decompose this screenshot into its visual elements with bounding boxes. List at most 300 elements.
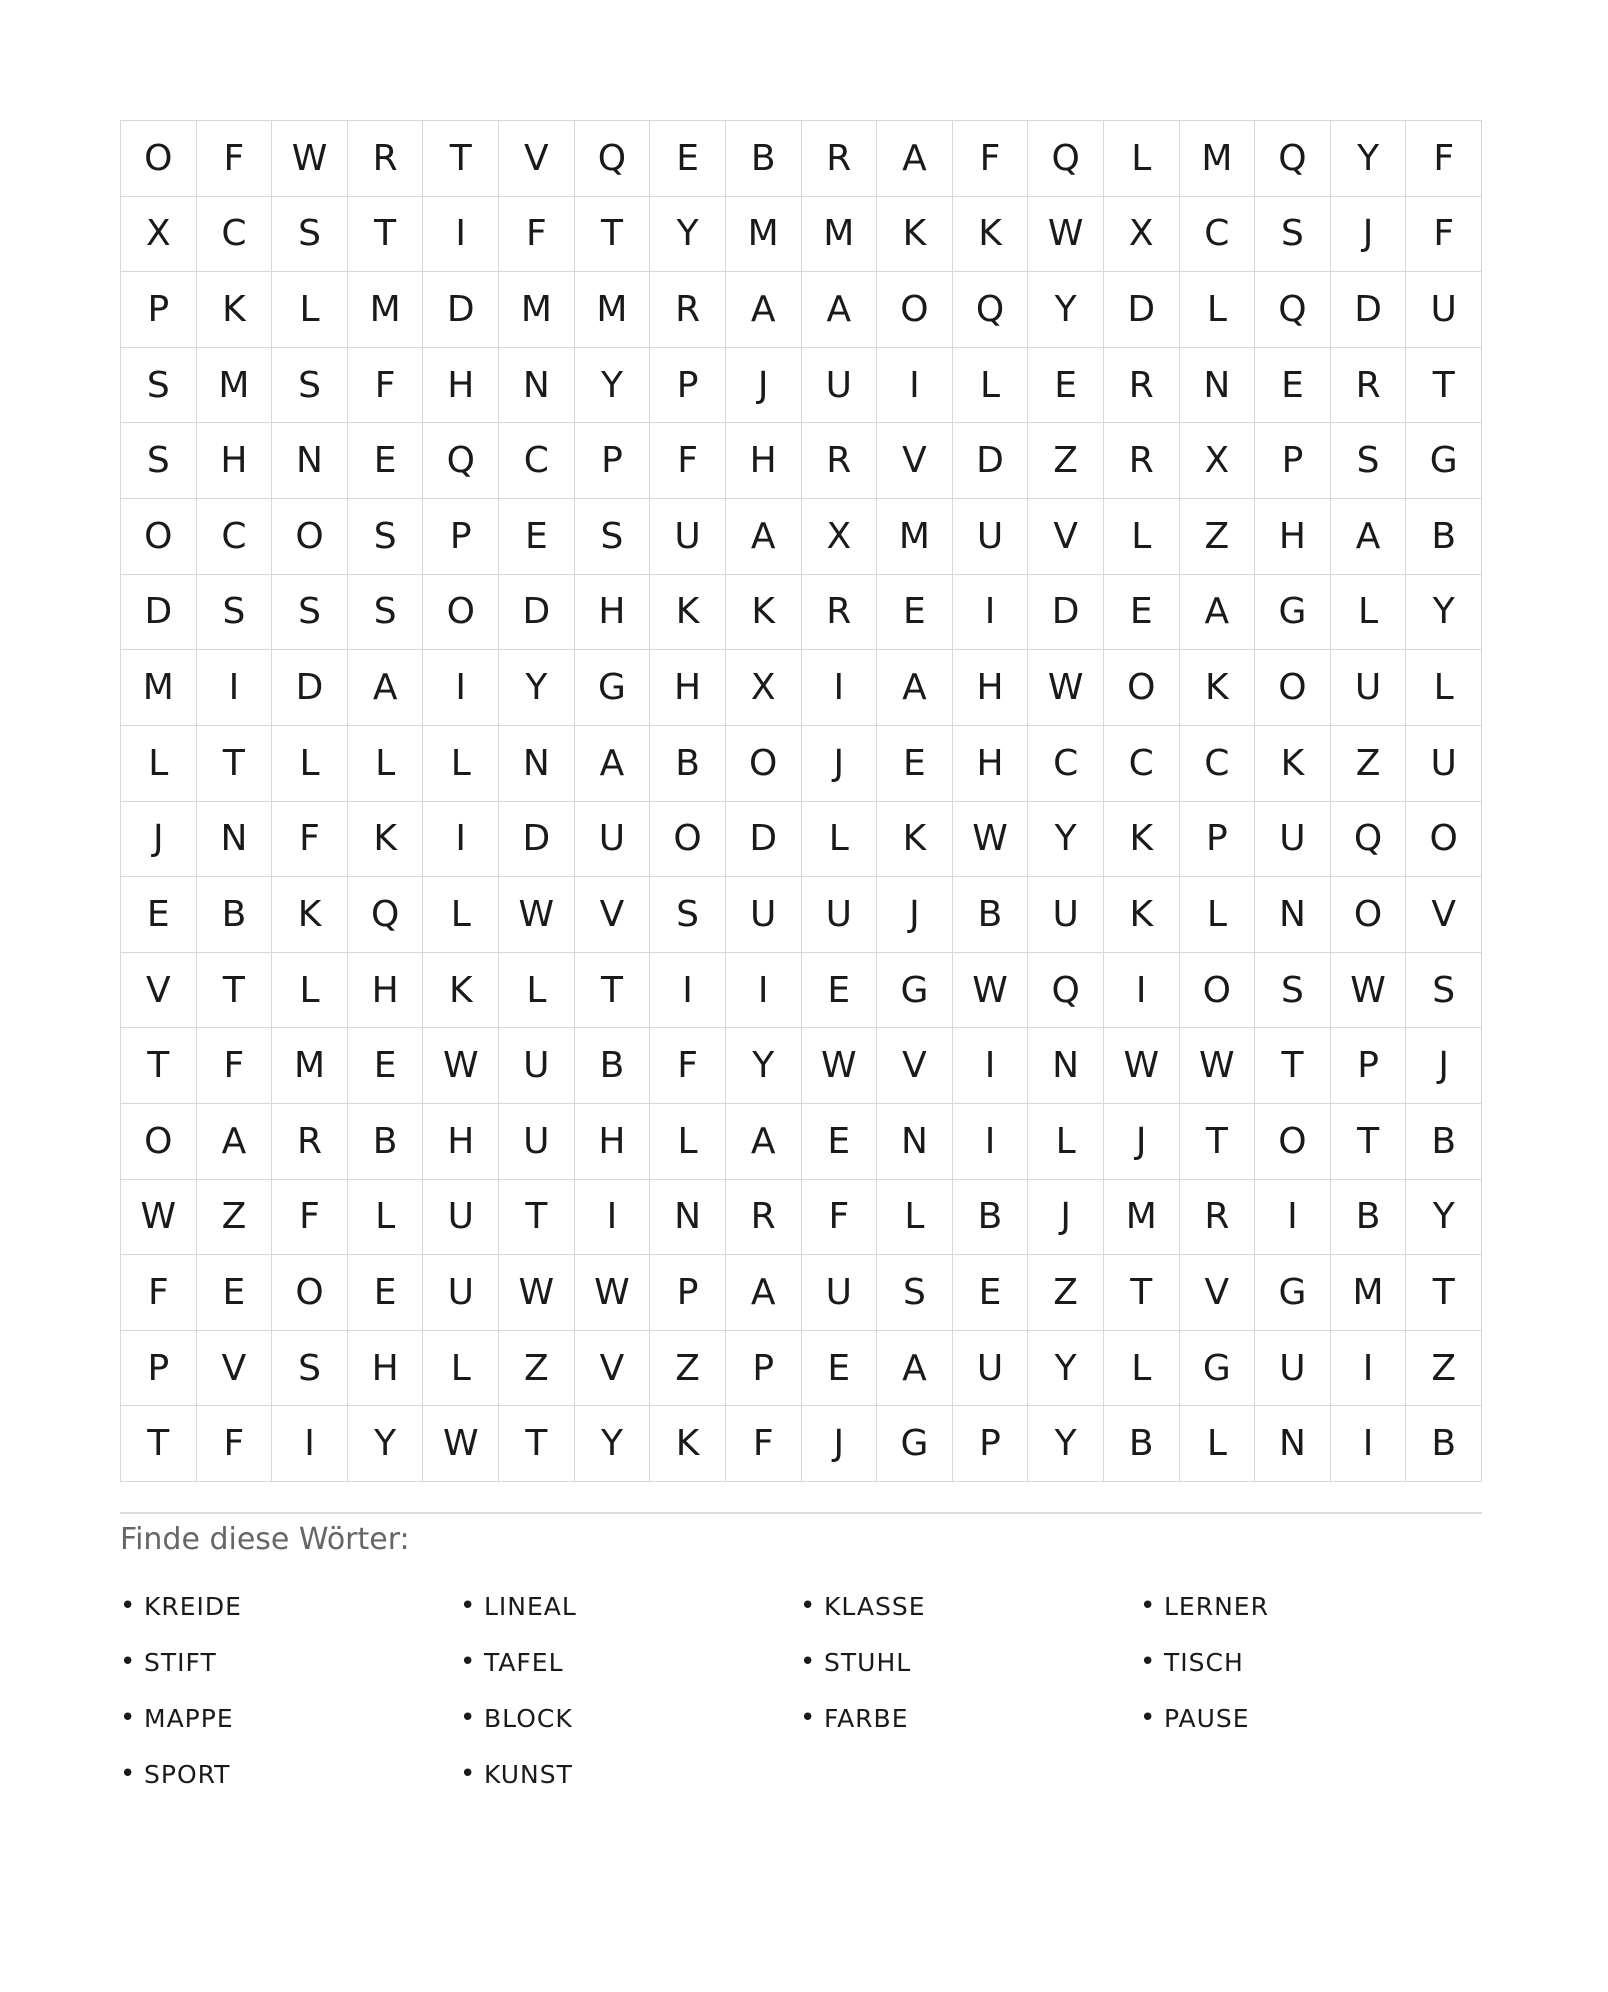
grid-cell[interactable]: T <box>575 197 651 273</box>
grid-cell[interactable]: E <box>348 1255 424 1331</box>
grid-cell[interactable]: M <box>1331 1255 1407 1331</box>
grid-cell[interactable]: K <box>877 197 953 273</box>
grid-cell[interactable]: O <box>1104 650 1180 726</box>
grid-cell[interactable]: B <box>1406 1104 1482 1180</box>
grid-cell[interactable]: E <box>121 877 197 953</box>
grid-cell[interactable]: C <box>499 423 575 499</box>
grid-cell[interactable]: U <box>423 1180 499 1256</box>
grid-cell[interactable]: C <box>1104 726 1180 802</box>
grid-cell[interactable]: E <box>499 499 575 575</box>
grid-cell[interactable]: I <box>1255 1180 1331 1256</box>
grid-cell[interactable]: U <box>802 1255 878 1331</box>
grid-cell[interactable]: M <box>575 272 651 348</box>
grid-cell[interactable]: O <box>726 726 802 802</box>
grid-cell[interactable]: V <box>877 1028 953 1104</box>
grid-cell[interactable]: A <box>726 272 802 348</box>
grid-cell[interactable]: M <box>802 197 878 273</box>
grid-cell[interactable]: P <box>1331 1028 1407 1104</box>
grid-cell[interactable]: C <box>1180 726 1256 802</box>
grid-cell[interactable]: E <box>877 726 953 802</box>
grid-cell[interactable]: S <box>1331 423 1407 499</box>
grid-cell[interactable]: T <box>499 1180 575 1256</box>
grid-cell[interactable]: L <box>650 1104 726 1180</box>
grid-cell[interactable]: Y <box>1028 1331 1104 1407</box>
grid-cell[interactable]: B <box>953 877 1029 953</box>
grid-cell[interactable]: X <box>1180 423 1256 499</box>
grid-cell[interactable]: B <box>650 726 726 802</box>
grid-cell[interactable]: M <box>1180 121 1256 197</box>
grid-cell[interactable]: V <box>499 121 575 197</box>
grid-cell[interactable]: N <box>499 726 575 802</box>
grid-cell[interactable]: V <box>1028 499 1104 575</box>
grid-cell[interactable]: F <box>1406 121 1482 197</box>
grid-cell[interactable]: G <box>877 1406 953 1482</box>
grid-cell[interactable]: L <box>348 726 424 802</box>
grid-cell[interactable]: V <box>1180 1255 1256 1331</box>
grid-cell[interactable]: Q <box>953 272 1029 348</box>
grid-cell[interactable]: O <box>121 1104 197 1180</box>
grid-cell[interactable]: I <box>423 802 499 878</box>
grid-cell[interactable]: Z <box>499 1331 575 1407</box>
grid-cell[interactable]: K <box>1180 650 1256 726</box>
grid-cell[interactable]: L <box>1180 272 1256 348</box>
grid-cell[interactable]: T <box>1406 348 1482 424</box>
grid-cell[interactable]: R <box>1104 348 1180 424</box>
grid-cell[interactable]: B <box>1331 1180 1407 1256</box>
grid-cell[interactable]: U <box>726 877 802 953</box>
grid-cell[interactable]: V <box>197 1331 273 1407</box>
grid-cell[interactable]: L <box>802 802 878 878</box>
grid-cell[interactable]: H <box>726 423 802 499</box>
grid-cell[interactable]: Q <box>348 877 424 953</box>
grid-cell[interactable]: F <box>650 1028 726 1104</box>
grid-cell[interactable]: V <box>575 877 651 953</box>
grid-cell[interactable]: A <box>726 1104 802 1180</box>
grid-cell[interactable]: A <box>197 1104 273 1180</box>
grid-cell[interactable]: L <box>1104 121 1180 197</box>
grid-cell[interactable]: S <box>650 877 726 953</box>
grid-cell[interactable]: M <box>499 272 575 348</box>
grid-cell[interactable]: R <box>272 1104 348 1180</box>
grid-cell[interactable]: B <box>1406 499 1482 575</box>
grid-cell[interactable]: F <box>726 1406 802 1482</box>
grid-cell[interactable]: K <box>348 802 424 878</box>
grid-cell[interactable]: Y <box>575 348 651 424</box>
grid-cell[interactable]: F <box>197 121 273 197</box>
grid-cell[interactable]: L <box>1406 650 1482 726</box>
grid-cell[interactable]: L <box>1104 499 1180 575</box>
grid-cell[interactable]: U <box>650 499 726 575</box>
grid-cell[interactable]: S <box>272 197 348 273</box>
grid-cell[interactable]: T <box>1104 1255 1180 1331</box>
grid-cell[interactable]: O <box>272 1255 348 1331</box>
grid-cell[interactable]: L <box>348 1180 424 1256</box>
grid-cell[interactable]: B <box>197 877 273 953</box>
grid-cell[interactable]: K <box>1104 802 1180 878</box>
grid-cell[interactable]: J <box>1406 1028 1482 1104</box>
grid-cell[interactable]: Y <box>348 1406 424 1482</box>
grid-cell[interactable]: P <box>726 1331 802 1407</box>
grid-cell[interactable]: X <box>726 650 802 726</box>
grid-cell[interactable]: H <box>197 423 273 499</box>
grid-cell[interactable]: P <box>650 1255 726 1331</box>
grid-cell[interactable]: S <box>121 348 197 424</box>
grid-cell[interactable]: J <box>1104 1104 1180 1180</box>
grid-cell[interactable]: H <box>1255 499 1331 575</box>
grid-cell[interactable]: T <box>121 1406 197 1482</box>
grid-cell[interactable]: I <box>423 197 499 273</box>
grid-cell[interactable]: W <box>802 1028 878 1104</box>
grid-cell[interactable]: P <box>953 1406 1029 1482</box>
grid-cell[interactable]: Y <box>575 1406 651 1482</box>
grid-cell[interactable]: F <box>348 348 424 424</box>
grid-cell[interactable]: W <box>121 1180 197 1256</box>
grid-cell[interactable]: I <box>877 348 953 424</box>
grid-cell[interactable]: U <box>1255 1331 1331 1407</box>
grid-cell[interactable]: R <box>726 1180 802 1256</box>
grid-cell[interactable]: N <box>499 348 575 424</box>
grid-cell[interactable]: L <box>121 726 197 802</box>
grid-cell[interactable]: T <box>1331 1104 1407 1180</box>
grid-cell[interactable]: O <box>272 499 348 575</box>
grid-cell[interactable]: T <box>423 121 499 197</box>
grid-cell[interactable]: X <box>1104 197 1180 273</box>
grid-cell[interactable]: W <box>499 1255 575 1331</box>
grid-cell[interactable]: W <box>1028 197 1104 273</box>
grid-cell[interactable]: T <box>197 953 273 1029</box>
grid-cell[interactable]: U <box>575 802 651 878</box>
grid-cell[interactable]: R <box>348 121 424 197</box>
grid-cell[interactable]: S <box>348 499 424 575</box>
grid-cell[interactable]: Y <box>650 197 726 273</box>
grid-cell[interactable]: Y <box>1028 1406 1104 1482</box>
grid-cell[interactable]: Q <box>1331 802 1407 878</box>
grid-cell[interactable]: E <box>348 423 424 499</box>
grid-cell[interactable]: E <box>877 575 953 651</box>
grid-cell[interactable]: S <box>575 499 651 575</box>
grid-cell[interactable]: O <box>423 575 499 651</box>
grid-cell[interactable]: F <box>197 1028 273 1104</box>
grid-cell[interactable]: F <box>272 1180 348 1256</box>
grid-cell[interactable]: F <box>197 1406 273 1482</box>
grid-cell[interactable]: B <box>1104 1406 1180 1482</box>
grid-cell[interactable]: L <box>953 348 1029 424</box>
grid-cell[interactable]: A <box>348 650 424 726</box>
grid-cell[interactable]: I <box>1331 1406 1407 1482</box>
grid-cell[interactable]: V <box>877 423 953 499</box>
grid-cell[interactable]: F <box>953 121 1029 197</box>
grid-cell[interactable]: I <box>953 1028 1029 1104</box>
grid-cell[interactable]: W <box>953 953 1029 1029</box>
grid-cell[interactable]: U <box>1028 877 1104 953</box>
grid-cell[interactable]: U <box>1331 650 1407 726</box>
grid-cell[interactable]: Z <box>1028 423 1104 499</box>
grid-cell[interactable]: H <box>650 650 726 726</box>
grid-cell[interactable]: H <box>575 575 651 651</box>
grid-cell[interactable]: S <box>272 1331 348 1407</box>
grid-cell[interactable]: U <box>1406 272 1482 348</box>
grid-cell[interactable]: K <box>1104 877 1180 953</box>
grid-cell[interactable]: U <box>802 348 878 424</box>
grid-cell[interactable]: J <box>121 802 197 878</box>
grid-cell[interactable]: J <box>802 726 878 802</box>
grid-cell[interactable]: G <box>1180 1331 1256 1407</box>
grid-cell[interactable]: D <box>499 802 575 878</box>
grid-cell[interactable]: W <box>1104 1028 1180 1104</box>
grid-cell[interactable]: C <box>197 197 273 273</box>
grid-cell[interactable]: A <box>1180 575 1256 651</box>
grid-cell[interactable]: F <box>802 1180 878 1256</box>
grid-cell[interactable]: E <box>650 121 726 197</box>
grid-cell[interactable]: E <box>348 1028 424 1104</box>
grid-cell[interactable]: I <box>1104 953 1180 1029</box>
grid-cell[interactable]: G <box>877 953 953 1029</box>
grid-cell[interactable]: X <box>802 499 878 575</box>
grid-cell[interactable]: L <box>1028 1104 1104 1180</box>
grid-cell[interactable]: I <box>802 650 878 726</box>
grid-cell[interactable]: Q <box>1028 121 1104 197</box>
grid-cell[interactable]: S <box>121 423 197 499</box>
grid-cell[interactable]: H <box>348 1331 424 1407</box>
grid-cell[interactable]: T <box>1406 1255 1482 1331</box>
grid-cell[interactable]: I <box>575 1180 651 1256</box>
grid-cell[interactable]: K <box>726 575 802 651</box>
grid-cell[interactable]: M <box>197 348 273 424</box>
grid-cell[interactable]: J <box>726 348 802 424</box>
grid-cell[interactable]: A <box>877 121 953 197</box>
grid-cell[interactable]: P <box>423 499 499 575</box>
grid-cell[interactable]: L <box>1180 1406 1256 1482</box>
grid-cell[interactable]: K <box>197 272 273 348</box>
grid-cell[interactable]: Z <box>650 1331 726 1407</box>
grid-cell[interactable]: A <box>802 272 878 348</box>
grid-cell[interactable]: E <box>197 1255 273 1331</box>
grid-cell[interactable]: D <box>423 272 499 348</box>
grid-cell[interactable]: K <box>423 953 499 1029</box>
grid-cell[interactable]: H <box>953 650 1029 726</box>
grid-cell[interactable]: M <box>121 650 197 726</box>
grid-cell[interactable]: U <box>499 1028 575 1104</box>
grid-cell[interactable]: G <box>575 650 651 726</box>
grid-cell[interactable]: P <box>1180 802 1256 878</box>
grid-cell[interactable]: F <box>121 1255 197 1331</box>
grid-cell[interactable]: Q <box>1255 121 1331 197</box>
grid-cell[interactable]: V <box>121 953 197 1029</box>
grid-cell[interactable]: L <box>1331 575 1407 651</box>
grid-cell[interactable]: A <box>877 1331 953 1407</box>
grid-cell[interactable]: W <box>1331 953 1407 1029</box>
grid-cell[interactable]: S <box>348 575 424 651</box>
grid-cell[interactable]: R <box>1331 348 1407 424</box>
grid-cell[interactable]: Q <box>1255 272 1331 348</box>
grid-cell[interactable]: H <box>423 348 499 424</box>
grid-cell[interactable]: U <box>953 1331 1029 1407</box>
grid-cell[interactable]: R <box>1180 1180 1256 1256</box>
grid-cell[interactable]: N <box>1255 877 1331 953</box>
grid-cell[interactable]: R <box>802 575 878 651</box>
grid-cell[interactable]: I <box>953 1104 1029 1180</box>
grid-cell[interactable]: U <box>1255 802 1331 878</box>
grid-cell[interactable]: T <box>575 953 651 1029</box>
grid-cell[interactable]: G <box>1406 423 1482 499</box>
grid-cell[interactable]: K <box>953 197 1029 273</box>
grid-cell[interactable]: D <box>726 802 802 878</box>
grid-cell[interactable]: B <box>348 1104 424 1180</box>
grid-cell[interactable]: X <box>121 197 197 273</box>
grid-cell[interactable]: C <box>197 499 273 575</box>
grid-cell[interactable]: D <box>1331 272 1407 348</box>
grid-cell[interactable]: U <box>1406 726 1482 802</box>
grid-cell[interactable]: W <box>272 121 348 197</box>
grid-cell[interactable]: E <box>953 1255 1029 1331</box>
grid-cell[interactable]: S <box>1406 953 1482 1029</box>
grid-cell[interactable]: E <box>802 1331 878 1407</box>
grid-cell[interactable]: N <box>1180 348 1256 424</box>
grid-cell[interactable]: M <box>348 272 424 348</box>
grid-cell[interactable]: E <box>1104 575 1180 651</box>
grid-cell[interactable]: W <box>423 1028 499 1104</box>
grid-cell[interactable]: E <box>802 953 878 1029</box>
grid-cell[interactable]: L <box>272 953 348 1029</box>
grid-cell[interactable]: Z <box>1406 1331 1482 1407</box>
grid-cell[interactable]: S <box>197 575 273 651</box>
grid-cell[interactable]: H <box>348 953 424 1029</box>
grid-cell[interactable]: K <box>650 1406 726 1482</box>
grid-cell[interactable]: W <box>1180 1028 1256 1104</box>
grid-cell[interactable]: G <box>1255 1255 1331 1331</box>
grid-cell[interactable]: T <box>348 197 424 273</box>
grid-cell[interactable]: A <box>1331 499 1407 575</box>
grid-cell[interactable]: Y <box>1406 1180 1482 1256</box>
grid-cell[interactable]: B <box>575 1028 651 1104</box>
grid-cell[interactable]: P <box>121 272 197 348</box>
grid-cell[interactable]: N <box>197 802 273 878</box>
grid-cell[interactable]: O <box>650 802 726 878</box>
grid-cell[interactable]: Y <box>1028 272 1104 348</box>
grid-cell[interactable]: O <box>1255 1104 1331 1180</box>
grid-cell[interactable]: W <box>575 1255 651 1331</box>
grid-cell[interactable]: I <box>1331 1331 1407 1407</box>
grid-cell[interactable]: T <box>197 726 273 802</box>
grid-cell[interactable]: Z <box>1180 499 1256 575</box>
grid-cell[interactable]: L <box>1180 877 1256 953</box>
grid-cell[interactable]: D <box>121 575 197 651</box>
grid-cell[interactable]: L <box>423 726 499 802</box>
grid-cell[interactable]: I <box>953 575 1029 651</box>
grid-cell[interactable]: Q <box>1028 953 1104 1029</box>
grid-cell[interactable]: G <box>1255 575 1331 651</box>
grid-cell[interactable]: D <box>1104 272 1180 348</box>
grid-cell[interactable]: L <box>272 726 348 802</box>
grid-cell[interactable]: U <box>802 877 878 953</box>
grid-cell[interactable]: B <box>726 121 802 197</box>
grid-cell[interactable]: U <box>499 1104 575 1180</box>
grid-cell[interactable]: M <box>272 1028 348 1104</box>
grid-cell[interactable]: O <box>121 499 197 575</box>
grid-cell[interactable]: R <box>802 121 878 197</box>
grid-cell[interactable]: S <box>877 1255 953 1331</box>
grid-cell[interactable]: C <box>1028 726 1104 802</box>
grid-cell[interactable]: Y <box>499 650 575 726</box>
grid-cell[interactable]: U <box>423 1255 499 1331</box>
grid-cell[interactable]: D <box>1028 575 1104 651</box>
grid-cell[interactable]: I <box>423 650 499 726</box>
grid-cell[interactable]: N <box>877 1104 953 1180</box>
grid-cell[interactable]: W <box>499 877 575 953</box>
grid-cell[interactable]: Q <box>423 423 499 499</box>
grid-cell[interactable]: W <box>423 1406 499 1482</box>
grid-cell[interactable]: K <box>272 877 348 953</box>
grid-cell[interactable]: F <box>272 802 348 878</box>
grid-cell[interactable]: I <box>272 1406 348 1482</box>
grid-cell[interactable]: R <box>802 423 878 499</box>
grid-cell[interactable]: T <box>121 1028 197 1104</box>
grid-cell[interactable]: F <box>499 197 575 273</box>
grid-cell[interactable]: H <box>575 1104 651 1180</box>
grid-cell[interactable]: O <box>1406 802 1482 878</box>
grid-cell[interactable]: M <box>877 499 953 575</box>
grid-cell[interactable]: Y <box>1406 575 1482 651</box>
grid-cell[interactable]: Y <box>726 1028 802 1104</box>
grid-cell[interactable]: J <box>1028 1180 1104 1256</box>
grid-cell[interactable]: Y <box>1331 121 1407 197</box>
grid-cell[interactable]: P <box>650 348 726 424</box>
grid-cell[interactable]: R <box>650 272 726 348</box>
grid-cell[interactable]: A <box>726 1255 802 1331</box>
grid-cell[interactable]: R <box>1104 423 1180 499</box>
grid-cell[interactable]: B <box>1406 1406 1482 1482</box>
grid-cell[interactable]: I <box>726 953 802 1029</box>
grid-cell[interactable]: P <box>1255 423 1331 499</box>
grid-cell[interactable]: F <box>1406 197 1482 273</box>
grid-cell[interactable]: A <box>575 726 651 802</box>
grid-cell[interactable]: K <box>877 802 953 878</box>
grid-cell[interactable]: S <box>272 348 348 424</box>
grid-cell[interactable]: Z <box>1331 726 1407 802</box>
grid-cell[interactable]: T <box>499 1406 575 1482</box>
grid-cell[interactable]: L <box>423 1331 499 1407</box>
grid-cell[interactable]: O <box>121 121 197 197</box>
grid-cell[interactable]: F <box>650 423 726 499</box>
grid-cell[interactable]: N <box>1255 1406 1331 1482</box>
grid-cell[interactable]: H <box>953 726 1029 802</box>
grid-cell[interactable]: L <box>1104 1331 1180 1407</box>
grid-cell[interactable]: L <box>877 1180 953 1256</box>
grid-cell[interactable]: E <box>1255 348 1331 424</box>
grid-cell[interactable]: L <box>499 953 575 1029</box>
grid-cell[interactable]: P <box>575 423 651 499</box>
grid-cell[interactable]: V <box>1406 877 1482 953</box>
grid-cell[interactable]: J <box>877 877 953 953</box>
grid-cell[interactable]: M <box>726 197 802 273</box>
grid-cell[interactable]: Z <box>1028 1255 1104 1331</box>
grid-cell[interactable]: C <box>1180 197 1256 273</box>
grid-cell[interactable]: N <box>1028 1028 1104 1104</box>
grid-cell[interactable]: N <box>650 1180 726 1256</box>
grid-cell[interactable]: B <box>953 1180 1029 1256</box>
grid-cell[interactable]: L <box>272 272 348 348</box>
grid-cell[interactable]: S <box>1255 953 1331 1029</box>
grid-cell[interactable]: Z <box>197 1180 273 1256</box>
grid-cell[interactable]: S <box>1255 197 1331 273</box>
grid-cell[interactable]: J <box>802 1406 878 1482</box>
grid-cell[interactable]: I <box>197 650 273 726</box>
grid-cell[interactable]: H <box>423 1104 499 1180</box>
grid-cell[interactable]: A <box>877 650 953 726</box>
grid-cell[interactable]: E <box>1028 348 1104 424</box>
grid-cell[interactable]: N <box>272 423 348 499</box>
grid-cell[interactable]: D <box>272 650 348 726</box>
